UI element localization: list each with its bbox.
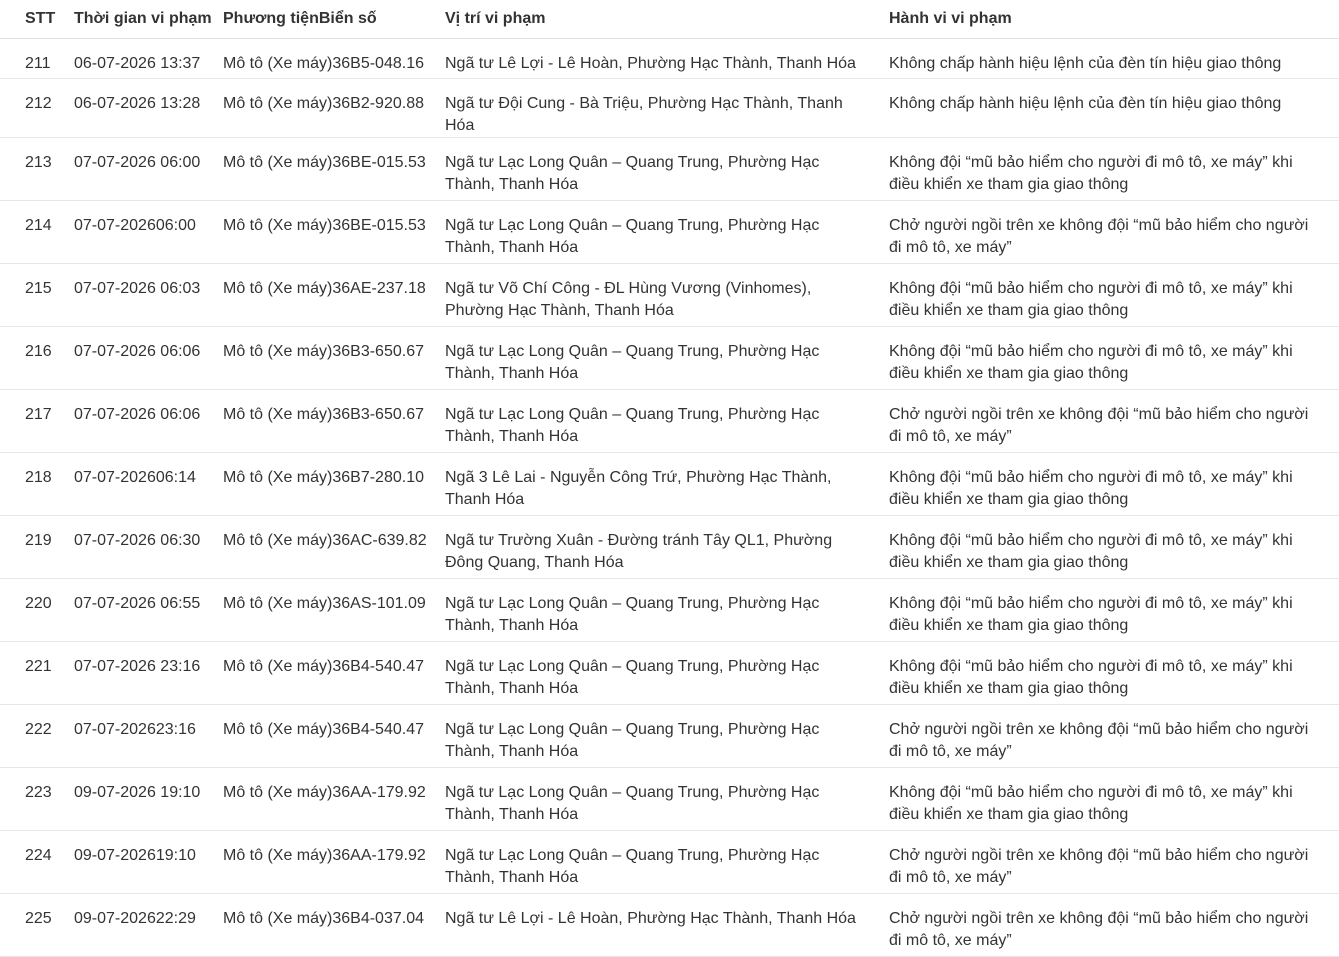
cell-location: Ngã tư Lê Lợi - Lê Hoàn, Phường Hạc Thành, Thanh Hóa [431, 894, 875, 957]
cell-stt: 212 [0, 79, 60, 138]
table-header [0, 0, 1339, 39]
header-row [0, 0, 1339, 39]
table-body [0, 39, 1339, 957]
cell-vehicle: Mô tô (Xe máy)36B4-540.47 [209, 642, 431, 705]
cell-time: 07-07-2026 23:16 [60, 642, 209, 705]
cell-stt: 219 [0, 516, 60, 579]
cell-location: Ngã tư Võ Chí Công - ĐL Hùng Vương (Vinhomes), Phường Hạc Thành, Thanh Hóa [431, 264, 875, 327]
cell-time: 07-07-2026 06:06 [60, 390, 209, 453]
cell-location: Ngã tư Đội Cung - Bà Triệu, Phường Hạc Thành, Thanh Hóa [431, 79, 875, 138]
table-row [0, 390, 1339, 453]
cell-time: 07-07-202606:14 [60, 453, 209, 516]
cell-location: Ngã tư Lạc Long Quân – Quang Trung, Phường Hạc Thành, Thanh Hóa [431, 768, 875, 831]
cell-violation: Chở người ngồi trên xe không đội “mũ bảo hiểm cho người đi mô tô, xe máy” [875, 201, 1339, 264]
cell-stt: 216 [0, 327, 60, 390]
table-row [0, 894, 1339, 957]
table-row [0, 264, 1339, 327]
table-row [0, 453, 1339, 516]
cell-stt: 213 [0, 138, 60, 201]
cell-location: Ngã tư Trường Xuân - Đường tránh Tây QL1, Phường Đông Quang, Thanh Hóa [431, 516, 875, 579]
cell-violation: Chở người ngồi trên xe không đội “mũ bảo hiểm cho người đi mô tô, xe máy” [875, 894, 1339, 957]
cell-violation: Chở người ngồi trên xe không đội “mũ bảo hiểm cho người đi mô tô, xe máy” [875, 390, 1339, 453]
cell-violation: Chở người ngồi trên xe không đội “mũ bảo hiểm cho người đi mô tô, xe máy” [875, 705, 1339, 768]
cell-violation: Không chấp hành hiệu lệnh của đèn tín hiệu giao thông [875, 39, 1339, 79]
cell-stt: 223 [0, 768, 60, 831]
table-row [0, 579, 1339, 642]
header-location: Vị trí vi phạm [431, 0, 875, 39]
cell-location: Ngã tư Lạc Long Quân – Quang Trung, Phường Hạc Thành, Thanh Hóa [431, 705, 875, 768]
cell-violation: Không đội “mũ bảo hiểm cho người đi mô tô, xe máy” khi điều khiển xe tham gia giao thông [875, 516, 1339, 579]
cell-time: 07-07-2026 06:30 [60, 516, 209, 579]
cell-vehicle: Mô tô (Xe máy)36BE-015.53 [209, 138, 431, 201]
cell-violation: Chở người ngồi trên xe không đội “mũ bảo hiểm cho người đi mô tô, xe máy” [875, 831, 1339, 894]
cell-stt: 222 [0, 705, 60, 768]
table-row [0, 138, 1339, 201]
cell-stt: 221 [0, 642, 60, 705]
cell-vehicle: Mô tô (Xe máy)36AS-101.09 [209, 579, 431, 642]
cell-location: Ngã tư Lạc Long Quân – Quang Trung, Phường Hạc Thành, Thanh Hóa [431, 201, 875, 264]
cell-vehicle: Mô tô (Xe máy)36BE-015.53 [209, 201, 431, 264]
cell-stt: 211 [0, 39, 60, 79]
cell-time: 09-07-2026 19:10 [60, 768, 209, 831]
cell-vehicle: Mô tô (Xe máy)36AE-237.18 [209, 264, 431, 327]
table-row [0, 516, 1339, 579]
cell-violation: Không đội “mũ bảo hiểm cho người đi mô tô, xe máy” khi điều khiển xe tham gia giao thông [875, 453, 1339, 516]
header-time: Thời gian vi phạm [60, 0, 209, 39]
cell-location: Ngã tư Lạc Long Quân – Quang Trung, Phường Hạc Thành, Thanh Hóa [431, 831, 875, 894]
cell-stt: 215 [0, 264, 60, 327]
cell-vehicle: Mô tô (Xe máy)36B4-540.47 [209, 705, 431, 768]
cell-location: Ngã tư Lạc Long Quân – Quang Trung, Phường Hạc Thành, Thanh Hóa [431, 327, 875, 390]
cell-location: Ngã tư Lạc Long Quân – Quang Trung, Phường Hạc Thành, Thanh Hóa [431, 642, 875, 705]
cell-vehicle: Mô tô (Xe máy)36B7-280.10 [209, 453, 431, 516]
cell-violation: Không đội “mũ bảo hiểm cho người đi mô tô, xe máy” khi điều khiển xe tham gia giao thông [875, 579, 1339, 642]
cell-violation: Không đội “mũ bảo hiểm cho người đi mô tô, xe máy” khi điều khiển xe tham gia giao thông [875, 327, 1339, 390]
table-row [0, 831, 1339, 894]
cell-time: 07-07-2026 06:55 [60, 579, 209, 642]
table-row [0, 768, 1339, 831]
cell-time: 06-07-2026 13:28 [60, 79, 209, 138]
cell-time: 07-07-2026 06:06 [60, 327, 209, 390]
cell-vehicle: Mô tô (Xe máy)36B5-048.16 [209, 39, 431, 79]
cell-stt: 218 [0, 453, 60, 516]
cell-time: 07-07-2026 06:03 [60, 264, 209, 327]
cell-violation: Không chấp hành hiệu lệnh của đèn tín hiệu giao thông [875, 79, 1339, 138]
cell-location: Ngã 3 Lê Lai - Nguyễn Công Trứ, Phường Hạc Thành, Thanh Hóa [431, 453, 875, 516]
cell-stt: 214 [0, 201, 60, 264]
cell-time: 07-07-2026 06:00 [60, 138, 209, 201]
table-row [0, 705, 1339, 768]
cell-violation: Không đội “mũ bảo hiểm cho người đi mô tô, xe máy” khi điều khiển xe tham gia giao thông [875, 642, 1339, 705]
cell-vehicle: Mô tô (Xe máy)36B4-037.04 [209, 894, 431, 957]
cell-time: 07-07-202623:16 [60, 705, 209, 768]
cell-location: Ngã tư Lạc Long Quân – Quang Trung, Phường Hạc Thành, Thanh Hóa [431, 579, 875, 642]
table-row [0, 642, 1339, 705]
cell-violation: Không đội “mũ bảo hiểm cho người đi mô tô, xe máy” khi điều khiển xe tham gia giao thông [875, 768, 1339, 831]
header-violation: Hành vi vi phạm [875, 0, 1339, 39]
cell-stt: 220 [0, 579, 60, 642]
cell-vehicle: Mô tô (Xe máy)36AC-639.82 [209, 516, 431, 579]
table-row [0, 201, 1339, 264]
cell-violation: Không đội “mũ bảo hiểm cho người đi mô tô, xe máy” khi điều khiển xe tham gia giao thông [875, 264, 1339, 327]
cell-stt: 225 [0, 894, 60, 957]
cell-vehicle: Mô tô (Xe máy)36AA-179.92 [209, 831, 431, 894]
cell-stt: 224 [0, 831, 60, 894]
header-vehicle: Phương tiệnBiển số [209, 0, 431, 39]
cell-vehicle: Mô tô (Xe máy)36AA-179.92 [209, 768, 431, 831]
table-row [0, 79, 1339, 138]
cell-time: 06-07-2026 13:37 [60, 39, 209, 79]
header-stt: STT [0, 0, 60, 39]
cell-vehicle: Mô tô (Xe máy)36B3-650.67 [209, 390, 431, 453]
cell-location: Ngã tư Lê Lợi - Lê Hoàn, Phường Hạc Thành, Thanh Hóa [431, 39, 875, 79]
cell-violation: Không đội “mũ bảo hiểm cho người đi mô tô, xe máy” khi điều khiển xe tham gia giao thông [875, 138, 1339, 201]
cell-vehicle: Mô tô (Xe máy)36B3-650.67 [209, 327, 431, 390]
cell-location: Ngã tư Lạc Long Quân – Quang Trung, Phường Hạc Thành, Thanh Hóa [431, 390, 875, 453]
cell-time: 09-07-202619:10 [60, 831, 209, 894]
table-row [0, 327, 1339, 390]
table-row [0, 39, 1339, 79]
cell-stt: 217 [0, 390, 60, 453]
cell-location: Ngã tư Lạc Long Quân – Quang Trung, Phường Hạc Thành, Thanh Hóa [431, 138, 875, 201]
cell-time: 07-07-202606:00 [60, 201, 209, 264]
cell-vehicle: Mô tô (Xe máy)36B2-920.88 [209, 79, 431, 138]
cell-time: 09-07-202622:29 [60, 894, 209, 957]
